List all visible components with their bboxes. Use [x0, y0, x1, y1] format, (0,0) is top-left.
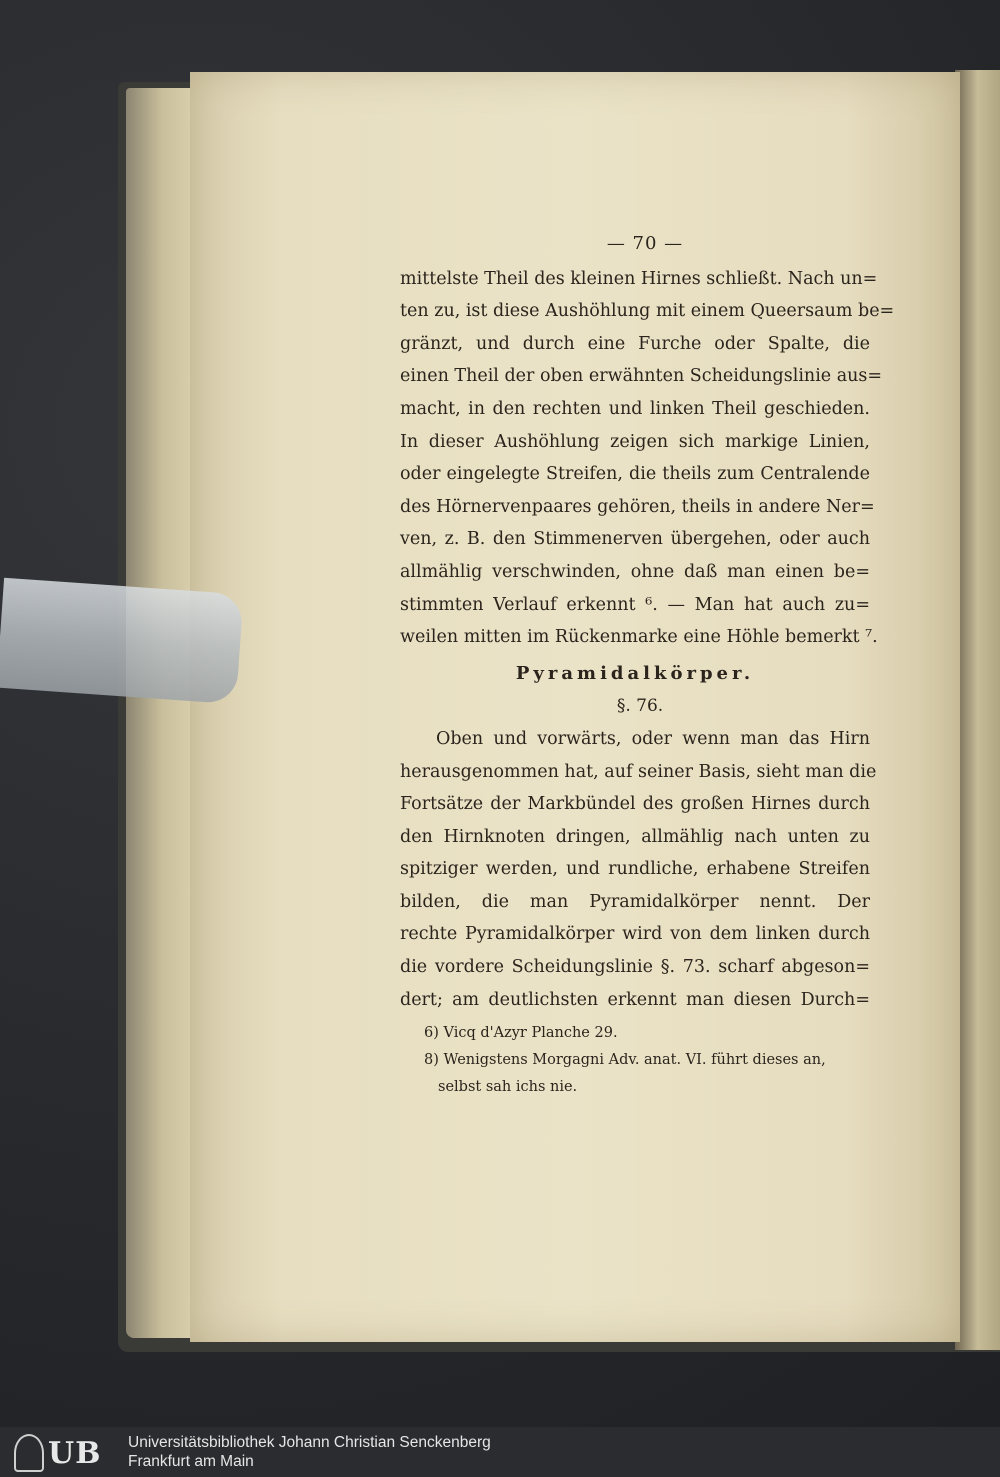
- section-number: §. 76.: [616, 696, 664, 717]
- library-name: [128, 1433, 491, 1471]
- text-line: ven, z. B. den Stimmenerven übergehen, oder auch: [400, 529, 870, 550]
- text-line: einen Theil der oben erwähnten Scheidungslinie aus=: [400, 366, 883, 387]
- logo-text: UB: [48, 1435, 102, 1471]
- crest-icon: [14, 1434, 44, 1472]
- text-line: gränzt, und durch eine Furche oder Spalte, die: [400, 333, 870, 354]
- text-line: oder eingelegte Streifen, die theils zum Centralende: [400, 464, 870, 485]
- book-weight-clip: [0, 578, 244, 704]
- text-line: spitziger werden, und rundliche, erhabene Streifen: [400, 859, 870, 880]
- text-line: allmählig verschwinden, ohne daß man einen be=: [400, 561, 870, 582]
- text-line: den Hirnknoten dringen, allmählig nach unten zu: [400, 826, 870, 847]
- text-line: stimmten Verlauf erkennt ⁶. — Man hat auch zu=: [400, 594, 870, 615]
- text-line: herausgenommen hat, auf seiner Basis, sieht man die: [400, 761, 877, 782]
- text-line: bilden, die man Pyramidalkörper nennt. Der: [400, 891, 870, 912]
- text-line: mittelste Theil des kleinen Hirnes schließt. Nach un=: [400, 268, 878, 289]
- text-line: ten zu, ist diese Aushöhlung mit einem Queersaum be=: [400, 301, 895, 322]
- text-line: rechte Pyramidalkörper wird von dem linken durch: [400, 924, 870, 945]
- text-line: In dieser Aushöhlung zeigen sich markige Linien,: [400, 431, 870, 452]
- library-location-line: Frankfurt am Main: [128, 1453, 254, 1470]
- text-line: des Hörnervenpaares gehören, theils in andere Ner=: [400, 496, 875, 517]
- footnotes: [424, 1020, 874, 1101]
- page-text: [400, 228, 895, 1016]
- text-line: macht, in den rechten und linken Theil geschieden.: [400, 398, 870, 419]
- footnote: 8) Wenigstens Morgagni Adv. anat. VI. führt dieses an,: [424, 1052, 826, 1068]
- footnote: 6) Vicq d'Azyr Planche 29.: [424, 1025, 618, 1041]
- text-line: weilen mitten im Rückenmarke eine Höhle bemerkt ⁷.: [400, 627, 878, 648]
- library-name-line: Universitätsbibliothek Johann Christian Senckenberg: [128, 1434, 491, 1451]
- text-line: Fortsätze der Markbündel des großen Hirnes durch: [400, 794, 870, 815]
- library-footer: [0, 1427, 1000, 1477]
- text-line: dert; am deutlichsten erkennt man diesen Durch=: [400, 989, 870, 1010]
- page-number: — 70 —: [606, 233, 684, 254]
- footnote: selbst sah ichs nie.: [438, 1079, 578, 1095]
- text-line: die vordere Scheidungslinie §. 73. scharf abgeson=: [400, 957, 870, 978]
- section-heading: Pyramidalkörper.: [515, 662, 755, 684]
- text-line: Oben und vorwärts, oder wenn man das Hirn: [436, 728, 870, 749]
- ub-logo: [14, 1433, 116, 1473]
- facing-page-edge: [955, 70, 1000, 1350]
